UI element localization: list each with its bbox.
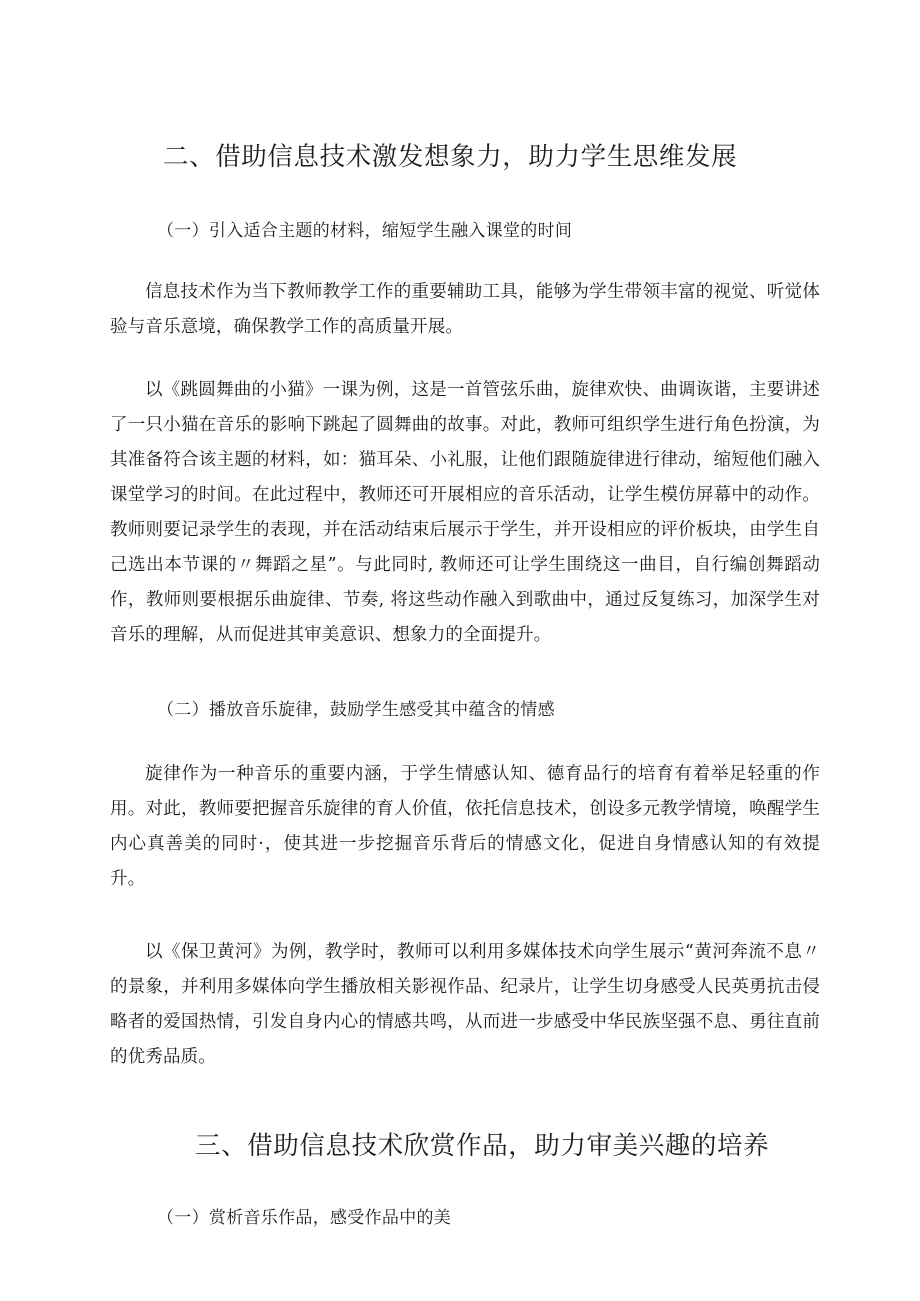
section-heading-two: 二、借助信息技术激发想象力，助力学生思维发展 [163, 142, 738, 172]
spacer [110, 245, 820, 275]
spacer [110, 725, 820, 757]
sub-heading-three-one: （一）赏析音乐作品，感受作品中的美 [157, 1207, 452, 1228]
spacer [110, 897, 820, 935]
sub-heading-two-two: （二）播放音乐旋律，鼓励学生感受其中蕴含的情感 [157, 700, 555, 721]
spacer [110, 1165, 820, 1205]
document-body [110, 138, 820, 1232]
spacer [110, 653, 820, 697]
spacer [110, 176, 820, 218]
paragraph-info-tech-tool: 信息技术作为当下教师教学工作的重要辅助工具，能够为学生带领丰富的视觉、听觉体验与音乐意境，确保教学工作的高质量开展。 [110, 282, 820, 338]
sub-heading-two-one: （一）引入适合主题的材料，缩短学生融入课堂的时间 [157, 221, 573, 242]
spacer [110, 1075, 820, 1127]
paragraph-defend-yellow-river-example: 以《保卫黄河》为例，教学时，教师可以利用多媒体技术向学生展示“黄河奔流不息〃的景象，并利用多媒体向学生播放相关影视作品、纪录片，让学生切身感受人民英勇抗击侵略者的爱国热情，引发自身内心的情感共鸣，从而进一步感受中华民族坚强不息、勇往直前的优秀品质。 [110, 941, 820, 1067]
section-heading-three: 三、借助信息技术欣赏作品，助力审美兴趣的培养 [195, 1130, 770, 1161]
paragraph-waltzing-cat-example: 以《跳圆舞曲的小猫》一课为例，这是一首管弦乐曲，旋律欢快、曲调诙谐，主要讲述了一只小猫在音乐的影响下跳起了圆舞曲的故事。对此，教师可组织学生进行角色扮演，为其准备符合该主题的材料，如：猫耳朵、小礼服，让他们跟随旋律进行律动，缩短他们融入课堂学习的时间。在此过程中，教师还可开展相应的音乐活动，让学生模仿屏幕中的动作。教师则要记录学生的表现，并在活动结束后展示于学生，并开设相应的评价板块，由学生自己选出本节课的〃舞蹈之星”。与此同时, 教师还可让学生围绕这一曲目，自行编创舞蹈动作，教师则要根据乐曲旋律、节奏, 将这些动作融入到歌曲中，通过反复练习，加深学生对音乐的理解，从而促进其审美意识、想象力的全面提升。 [110, 380, 820, 646]
spacer [110, 345, 820, 373]
paragraph-melody-emotion: 旋律作为一种音乐的重要内涵，于学生情感认知、德育品行的培育有着举足轻重的作用。对此，教师要把握音乐旋律的育人价值，依托信息技术，创设多元教学情境，唤醒学生内心真善美的同时·，使其进一步挖掘音乐背后的情感文化，促进自身情感认知的有效提升。 [110, 763, 820, 889]
